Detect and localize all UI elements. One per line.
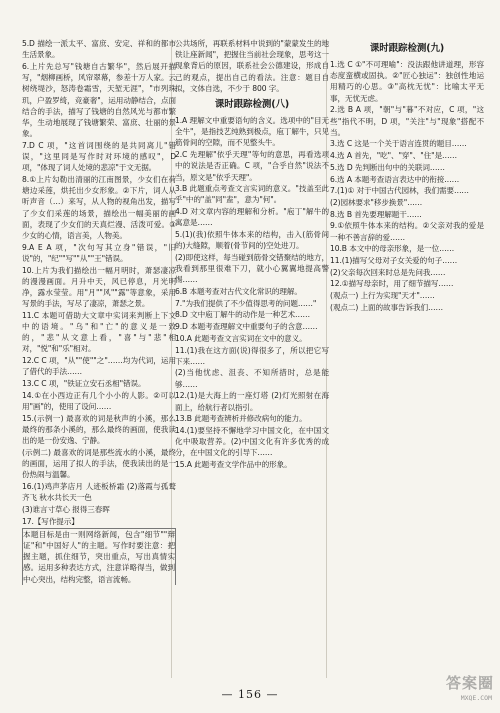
answer-item: 12.(1)是大海上的一座灯塔 (2)灯光照射在海面上，给航行者以指引。 bbox=[175, 391, 329, 412]
answer-item: 5.(1)(我)依照牛体本来的结构，击入(筋骨间的)大缝隙，顺着(骨节间的)空处进刀。 bbox=[175, 230, 329, 251]
answer-column-right bbox=[330, 38, 484, 686]
answer-item: 7.(1)① 对于中国古代园林，我们需要…… bbox=[330, 186, 469, 196]
answer-item: (观点二) 上面的故事告诉我们…… bbox=[330, 302, 443, 312]
answer-item: 6.上片先总写"钱塘自古繁华"，然后展开描写，"烟柳画桥，风帘翠幕，参差十万人家。云树绕堤沙，怒涛卷霜雪，天堑无涯"，"市列珠玑，户盈罗绮，竞豪奢"，运用动静结合，点面结合的手法，描写了钱塘的自然风光与都市繁华，生动地展现了钱塘繁荣、富庶、壮丽的景象。 bbox=[22, 61, 176, 139]
answer-column-middle bbox=[175, 38, 329, 686]
answer-item: 6.选 A 本题考查语言表达中的衔接…… bbox=[330, 174, 460, 184]
answer-item: 17.【写作提示】 bbox=[22, 516, 79, 526]
watermark-url: MXQE.COM bbox=[460, 694, 492, 702]
answer-item: 11.(1)描写父母对子女关爱的句子…… bbox=[330, 255, 458, 265]
answer-item: 11.(1)我在这方面(说)得很多了，所以把它写下来…… bbox=[175, 345, 329, 366]
answer-item: 8.D 文中庖丁解牛的动作是一种艺术…… bbox=[175, 310, 311, 320]
answer-item: 5.D 描绘一派太平、富庶、安定、祥和的都市生活景象。 bbox=[22, 39, 176, 60]
answer-item: 9.①依照牛体本来的结构。②父亲对我的爱是一种不善言辞的爱…… bbox=[330, 221, 484, 242]
writing-tip-box bbox=[22, 528, 176, 585]
answer-item: 7."为我们提供了不少值得思考的问题……" bbox=[175, 298, 317, 308]
answer-item: 12.①描写母亲时，用了细节描写…… bbox=[330, 279, 454, 289]
answer-item: 1.选 C ①"不可理喻"：没法跟他讲道理，形容态度蛮横或固执。②"匠心独运"：独创性地运用精巧的心思。③"高枕无忧"：比喻太平无事，无忧无虑。 bbox=[330, 60, 484, 103]
answer-item: 3.B 此题重点考查文言实词的意义。"技盖至此乎"中的"盖"同"盍"，意为"何"。 bbox=[175, 184, 329, 205]
answer-item: 4.D 对文章内容的理解和分析。"庖丁"解牛的寓意是…… bbox=[175, 207, 329, 228]
answer-item: 公共场所，再联系材料中说到的"蒙蒙发生的地铁让座新闻"，把握住当前社会现象，思考这一现象背后的原因，联系社会公德建设，形成自己的观点，提出自己的看法。注意：题目自拟，文体自选，不少于 800 字。 bbox=[175, 39, 329, 93]
answer-item: 10.上片为我们描绘出一幅月明时，萧瑟凄凉的漫漫画面。月升中天，风已停息，月光明净，露水莹莹。用"月""风""露"等意象，采用写景的手法，写尽了凄凉，萧瑟之景。 bbox=[22, 265, 176, 309]
answer-item: 4.选 A 首先，"吃"、"穿"、"住"是…… bbox=[330, 151, 458, 161]
answer-item: 14.(1)要坚持不懈地学习中国文化，在中国文化中吸取营养。(2)中国文化有许多优秀的成分，在中国文化的引导下…… bbox=[175, 426, 329, 458]
answer-item: 15.A 此题考查文学作品中的形象。 bbox=[175, 460, 292, 470]
answer-item: (2)园林要求"移步换景"…… bbox=[330, 197, 423, 207]
answer-item: 14.①在小西边正有几个小小的人影。②可以用"画"的，使用了设问…… bbox=[22, 390, 176, 411]
answer-item: 13.C C 项，"铁证立安石丞相"错误。 bbox=[22, 379, 146, 389]
answer-item: (2)父亲每次回来时总是先问我…… bbox=[330, 267, 446, 277]
answer-item: (观点一) 上行为实现"天才"…… bbox=[330, 291, 435, 301]
answer-item: (示例二) 最喜欢的词是那些流水的小溪，最终的画面，运用了拟人的手法，使我读出的是一份热闹与温馨。 bbox=[22, 447, 176, 480]
answer-item: 3.选 C 这是一个关于语言连贯的题目…… bbox=[330, 139, 467, 149]
answer-item: 1.A 理解文中重要语句的含义。选项中的"目无全牛"，是指技艺纯熟到极点，庖丁解牛，只见筋骨间的空隙，而不见整头牛。 bbox=[175, 116, 329, 148]
answer-column-left bbox=[22, 38, 176, 686]
answer-item: 10.A 此题考查文言实词在文中的意义。 bbox=[175, 333, 307, 343]
answer-item: 2.C 先理解"依乎天理"等句的意思，再看选项中的说法是否正确。C 项，"合乎自然"说法不当，原文是"依乎天理"。 bbox=[175, 150, 329, 182]
page-number: — 156 — bbox=[221, 688, 279, 701]
section-heading-8: 课时跟踪检测(八) bbox=[214, 99, 290, 111]
answer-item: 12.C C 项，"从""使""之"……均为代词，运用了借代的手法…… bbox=[22, 356, 176, 377]
answer-item: 2.选 B A 项，"朝"与"暮"不对应，C 项，"这些"指代不明，D 项，"关注"与"现象"搭配不当。 bbox=[330, 105, 484, 137]
watermark-logo: 答案圈 bbox=[445, 674, 494, 692]
writing-tip-text: 本题目标是由一则网络新闻，包含"细节""辩证"和"中国好人"的主题。写作时要注意：把握主题，抓住细节，突出重点，写出真情实感。运用多种表达方式，注意详略得当，做到中心突出，结构完整，语言流畅。 bbox=[23, 529, 175, 584]
answer-item: (2)当他忧虑、沮丧、不知所措时，总是能够…… bbox=[175, 368, 329, 389]
answer-item: 15.(示例一) 最喜欢的词是秋声的小溪，那么最终的那条小溪的，那么最终的画面，使我读出的是一份安逸、宁静。 bbox=[22, 413, 176, 446]
answer-item: 5.选 D 先判断出句中的关联词…… bbox=[330, 162, 445, 172]
answer-item: 11.C 本题可借助大文章中实词来判断上下文中的语境。"乌"和"亡"的意义是一致的，"悲"从文意上看，"喜"与"悲"相对，"悦"和"乐"相对。 bbox=[22, 310, 176, 354]
answer-item: 16.(1)鸡声茅店月 人迹板桥霜 (2)落霞与孤鹜齐飞 秋水共长天一色 bbox=[22, 481, 176, 503]
answer-item: (3)谁言寸草心 报得三春晖 bbox=[22, 504, 110, 514]
answer-item: 6.B 本题考查对古代文化常识的理解。 bbox=[175, 287, 302, 297]
answer-item: 9.A E A 项，"次句写其立身"错误，"旧说"的，"纪""写""从""王"错误。 bbox=[22, 242, 176, 263]
answer-item: 7.D C 项，"这首词围绕的是共同离儿"错误，"这里同是写作时对环境的感叹"，D 项，"体现了词人处境的悲凉"于文无据。 bbox=[22, 140, 176, 173]
section-heading-9: 课时跟踪检测(九) bbox=[369, 43, 445, 54]
answer-item: 13.B 此题考查辨析并修改病句的能力。 bbox=[175, 414, 307, 424]
answer-item: 8.选 B 首先要理解题干…… bbox=[330, 209, 422, 219]
answer-item: (2)即使这样，每当碰到筋骨交错聚结的地方，我看到那里很难下刀，就小心翼翼地提高警惕…… bbox=[175, 252, 329, 285]
answer-item: 10.B 本文中的母亲形象，是一位…… bbox=[330, 244, 455, 254]
answer-item: 8.①上片勾勒出清丽的江南图景，少女们在荷塘边采莲，烘托出少女形象。②下片，词人从听声音（…）来写，从人物的视角出发，描写了少女们采莲的场景，描绘出一幅美丽的画面，表现了少女们的天真烂漫、活泼可爱。③少女的心情，语言美，人物美。 bbox=[22, 174, 176, 240]
answer-item: 9.D 本题考查理解文中重要句子的含意…… bbox=[175, 322, 318, 332]
